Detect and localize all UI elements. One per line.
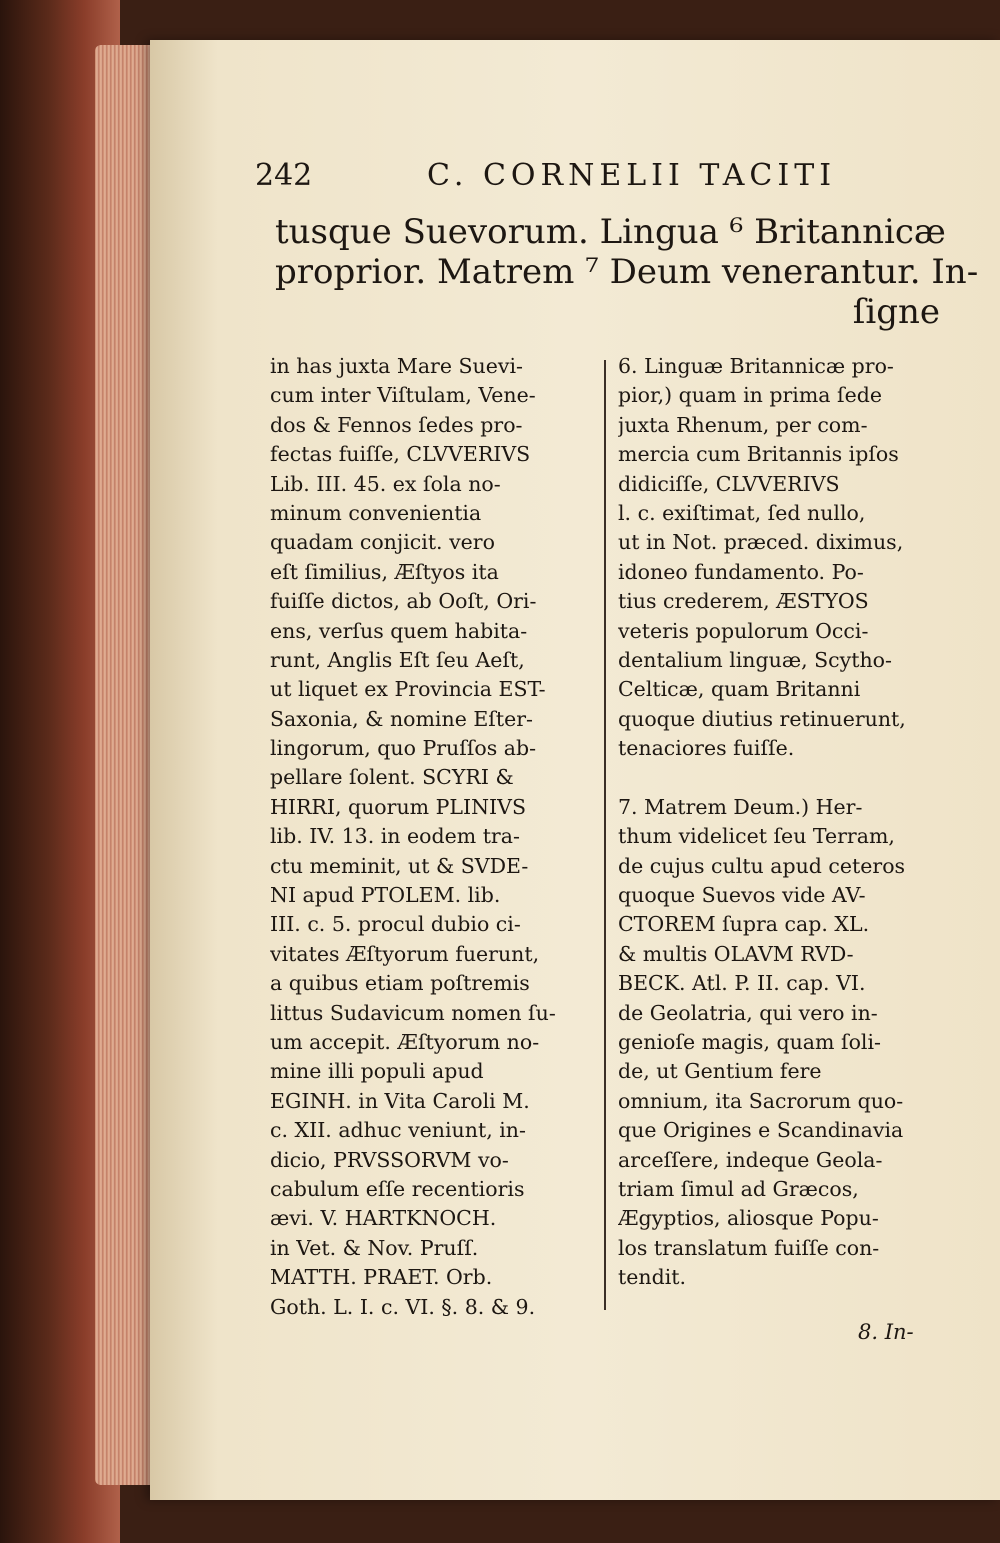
note-line: um accepit. Æſtyorum no- xyxy=(270,1029,540,1054)
note-6-line: ut in Not. præced. diximus, xyxy=(618,530,904,555)
note-line: fectas fuiſſe, CLVVERIVS xyxy=(270,442,531,467)
main-text-line: proprior. Matrem ⁷ Deum venerantur. In- xyxy=(275,252,979,292)
note-line: dos & Fennos ſedes pro- xyxy=(270,412,523,437)
note-7-line: thum videlicet ſeu Terram, xyxy=(618,824,895,849)
note-line: Lib. III. 45. ex ſola no- xyxy=(270,471,501,496)
note-6-line: quoque diutius retinuerunt, xyxy=(618,706,906,731)
note-line: ut liquet ex Provincia EST- xyxy=(270,677,546,702)
note-6-line: pior,) quam in prima ſede xyxy=(618,383,883,408)
note-line: runt, Anglis Eſt ſeu Aeſt, xyxy=(270,647,525,672)
note-6-line: 6. Linguæ Britannicæ pro- xyxy=(618,354,894,378)
page-header xyxy=(255,158,955,198)
column-divider xyxy=(604,360,606,1310)
note-line: HIRRI, quorum PLINIVS xyxy=(270,794,526,819)
note-7-line: quoque Suevos vide AV- xyxy=(618,883,866,908)
note-7-line: de cujus cultu apud ceteros xyxy=(618,853,906,878)
note-6-line: didiciſſe, CLVVERIVS xyxy=(618,471,840,496)
note-line: NI apud PTOLEM. lib. xyxy=(270,883,501,908)
note-line: lingorum, quo Pruſſos ab- xyxy=(270,736,537,761)
page-number: 242 xyxy=(255,158,313,193)
note-7-line: tendit. xyxy=(618,1265,687,1290)
note-line: mine illi populi apud xyxy=(270,1059,484,1084)
note-line: c. XII. adhuc veniunt, in- xyxy=(270,1118,526,1143)
note-line: vitates Æſtyorum fuerunt, xyxy=(270,941,540,966)
note-7-line: los translatum fuiſſe con- xyxy=(618,1235,880,1260)
note-line: a quibus etiam poſtremis xyxy=(270,971,530,996)
note-7-line: de Geolatria, qui vero in- xyxy=(618,1000,878,1025)
note-7-line: de, ut Gentium fere xyxy=(618,1059,822,1084)
note-line: ctu meminit, ut & SVDE- xyxy=(270,853,529,878)
note-line: fuiſſe dictos, ab Ooſt, Ori- xyxy=(270,589,537,614)
main-text-line: ſigne xyxy=(852,292,940,332)
note-line: quadam conjicit. vero xyxy=(270,530,495,555)
note-6-line: Celticæ, quam Britanni xyxy=(618,677,861,702)
note-7-line: 7. Matrem Deum.) Her- xyxy=(618,794,863,819)
note-6-line: idoneo fundamento. Po- xyxy=(618,559,864,584)
note-6-line: dentalium linguæ, Scytho- xyxy=(618,647,892,672)
note-7-line: Ægyptios, aliosque Popu- xyxy=(618,1206,879,1231)
note-7-line: BECK. Atl. P. II. cap. VI. xyxy=(618,971,866,996)
note-6-line: tenaciores fuiſſe. xyxy=(618,736,795,761)
note-line: littus Sudavicum nomen ſu- xyxy=(270,1000,556,1025)
note-line: Saxonia, & nomine Eſter- xyxy=(270,706,533,731)
note-line: eſt ſimilius, Æſtyos ita xyxy=(270,559,499,584)
note-line: dicio, PRVSSORVM vo- xyxy=(270,1147,509,1172)
note-spacer xyxy=(618,763,938,792)
note-line: lib. IV. 13. in eodem tra- xyxy=(270,824,520,849)
note-7-line: CTOREM ſupra cap. XL. xyxy=(618,912,870,937)
note-6-line: tius crederem, ÆSTYOS xyxy=(618,589,869,614)
note-line: minum convenientia xyxy=(270,500,482,525)
note-line: III. c. 5. procul dubio ci- xyxy=(270,912,521,937)
left-notes-column xyxy=(270,352,597,1322)
note-6-line: mercia cum Britannis ipſos xyxy=(618,442,899,467)
note-6-line: juxta Rhenum, per com- xyxy=(618,412,868,437)
note-7-line: triam ſimul ad Græcos, xyxy=(618,1176,859,1201)
note-7-line: que Origines e Scandinavia xyxy=(618,1118,904,1143)
note-line: Goth. L. I. c. VI. §. 8. & 9. xyxy=(270,1294,536,1319)
note-7-line: & multis OLAVM RVD- xyxy=(618,941,854,966)
note-7-line: genioſe magis, quam ſoli- xyxy=(618,1029,881,1054)
right-notes-column xyxy=(618,352,938,1293)
catchword: 8. In- xyxy=(858,1320,914,1344)
note-line: in has juxta Mare Suevi- xyxy=(270,354,523,378)
note-line: ævi. V. HARTKNOCH. xyxy=(270,1206,497,1231)
note-6-line: l. c. exiſtimat, ſed nullo, xyxy=(618,500,866,525)
note-line: cum inter Viſtulam, Vene- xyxy=(270,383,536,408)
note-line: in Vet. & Nov. Pruſſ. xyxy=(270,1235,479,1260)
note-line: ens, verſus quem habita- xyxy=(270,618,528,643)
main-text-line: tusque Suevorum. Lingua ⁶ Britannicæ xyxy=(275,212,946,252)
main-text xyxy=(275,212,979,332)
note-6-line: veteris populorum Occi- xyxy=(618,618,869,643)
note-7-line: omnium, ita Sacrorum quo- xyxy=(618,1088,904,1113)
note-line: pellare ſolent. SCYRI & xyxy=(270,765,514,790)
running-title: C. CORNELII TACITI xyxy=(427,158,837,193)
note-line: EGINH. in Vita Caroli M. xyxy=(270,1088,530,1113)
note-7-line: arceſſere, indeque Geola- xyxy=(618,1147,883,1172)
note-line: MATTH. PRAET. Orb. xyxy=(270,1265,493,1290)
note-line: cabulum eſſe recentioris xyxy=(270,1176,525,1201)
